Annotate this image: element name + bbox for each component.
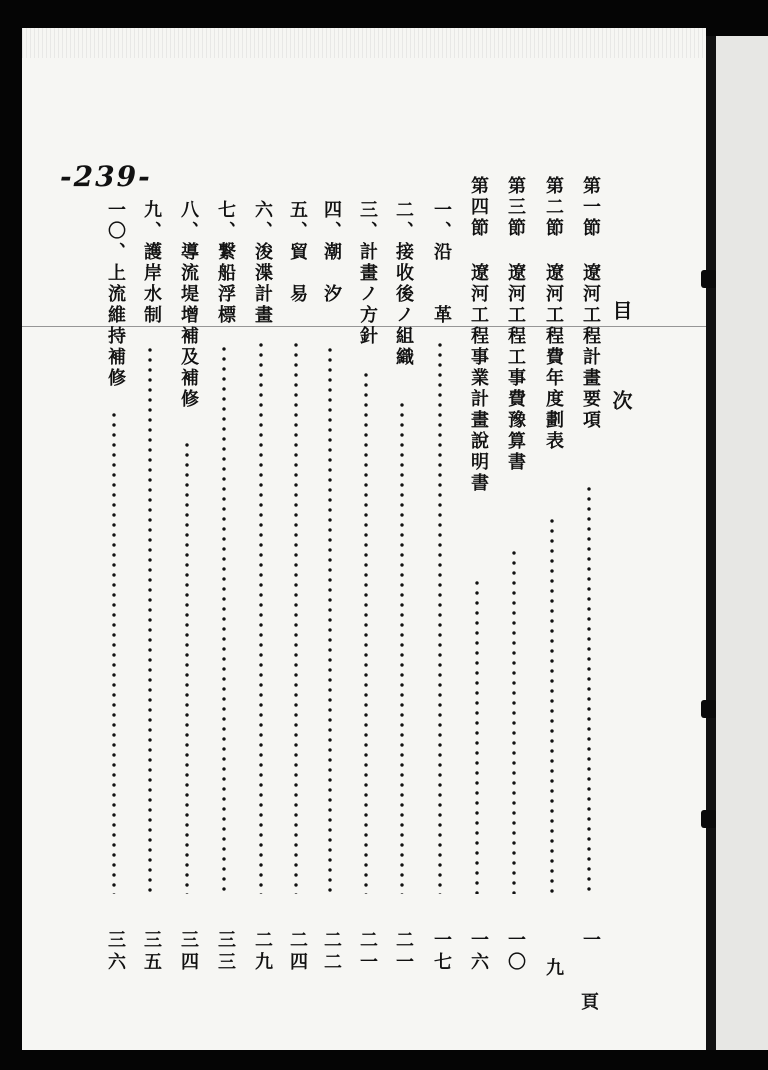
leader-dots [550,516,554,894]
scan-noise [22,28,706,58]
toc-entry-page: 二二 [321,930,342,974]
toc-entry-label: 六、浚渫計畫 [252,200,273,326]
leader-dots [112,410,116,894]
leader-dots [512,548,516,894]
handwritten-page-number: -239- [60,160,152,193]
leader-dots [475,578,479,894]
toc-entry-page: 二一 [393,930,414,974]
binding-notch [701,700,717,718]
toc-entry-label: 第四節 遼河工程事業計畫說明書 [468,176,489,494]
toc-entry-label: 三、計畫ノ方針 [357,200,378,347]
toc-entry-page: 一六 [468,930,489,974]
leader-dots [148,345,152,894]
toc-entry-label: 五、貿 易 [287,200,308,305]
toc-entry-page: 三四 [178,930,199,974]
toc-entry-label: 八、導流堤增補及補修 [178,200,199,410]
page-unit-label: 頁 [581,992,599,1013]
toc-entry-page: 二一 [357,930,378,974]
toc-entry-label: 第一節 遼河工程計畫要項 [580,176,601,431]
leader-dots [328,345,332,894]
toc-entry-page: 九 [543,958,564,980]
binding-strip [706,36,716,1050]
toc-entry-label: 一〇、上流維持補修 [105,200,126,389]
leader-dots [222,344,226,894]
leader-dots [364,370,368,894]
leader-dots [259,340,263,894]
binding-notch [701,810,717,828]
toc-entry-page: 一 [580,930,601,952]
leader-dots [185,440,189,894]
toc-entry-page: 三五 [141,930,162,974]
toc-entry-label: 二、接收後ノ組織 [393,200,414,368]
toc-entry-label: 九、護岸水制 [141,200,162,326]
leader-dots [438,340,442,894]
toc-entry-page: 一七 [431,930,452,974]
leader-dots [294,340,298,894]
leader-dots [400,400,404,894]
toc-entry-page: 三三 [215,930,236,974]
toc-entry-label: 七、繋船浮標 [215,200,236,326]
leader-dots [587,484,591,894]
binding-notch [701,270,717,288]
toc-entry-page: 一〇 [505,930,526,974]
toc-entry-label: 四、潮 汐 [321,200,342,305]
toc-entry-label: 第二節 遼河工程費年度劃表 [543,176,564,452]
toc-entry-label: 第三節 遼河工程工事費豫算書 [505,176,526,473]
toc-entry-label: 一、沿 革 [431,200,452,326]
toc-entry-page: 三六 [105,930,126,974]
toc-entry-page: 二四 [287,930,308,974]
page-title: 目次 [609,300,633,480]
toc-entry-page: 二九 [252,930,273,974]
adjacent-page-edge [716,36,768,1050]
